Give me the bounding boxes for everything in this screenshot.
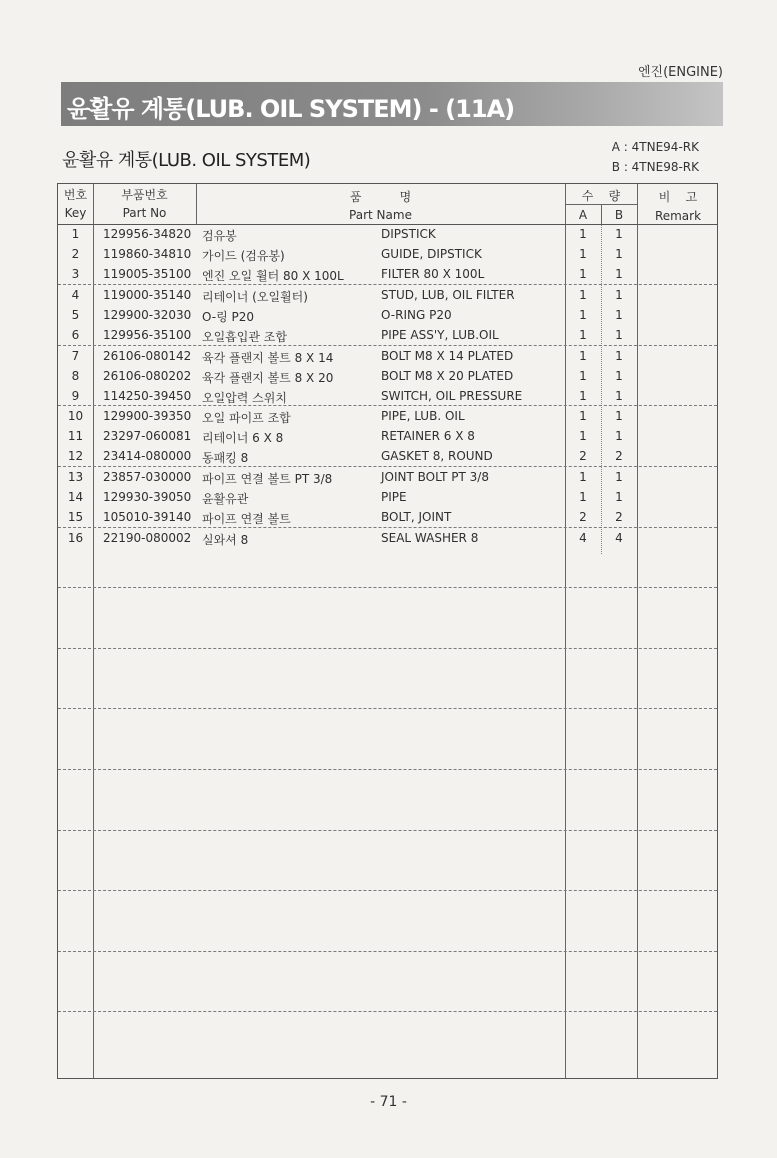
cell-part-no: 129956-34820 bbox=[103, 227, 192, 241]
header-partno-ko: 부품번호 bbox=[121, 188, 168, 202]
cell-name-en: GASKET 8, ROUND bbox=[381, 449, 493, 463]
cell-name-en: BOLT M8 X 20 PLATED bbox=[381, 369, 514, 383]
cell-key: 6 bbox=[71, 328, 80, 342]
cell-part-no: 119000-35140 bbox=[103, 288, 192, 302]
model-legend bbox=[612, 137, 699, 177]
row-separator bbox=[58, 708, 717, 709]
cell-qty-b: 1 bbox=[615, 227, 623, 241]
cell-name-ko: 육각 플랜지 볼트 8 X 20 bbox=[202, 371, 334, 385]
section-tag: 엔진(ENGINE) bbox=[637, 65, 723, 80]
table-row bbox=[58, 264, 717, 284]
table-row bbox=[58, 244, 717, 264]
cell-qty-a: 1 bbox=[579, 247, 587, 261]
cell-name-en: O-RING P20 bbox=[381, 308, 452, 322]
header-qty-b: B bbox=[614, 208, 624, 222]
cell-name-en: PIPE ASS'Y, LUB.OIL bbox=[381, 328, 499, 342]
cell-name-en: RETAINER 6 X 8 bbox=[381, 429, 475, 443]
cell-name-ko: 육각 플랜지 볼트 8 X 14 bbox=[202, 351, 334, 365]
cell-name-en: BOLT M8 X 14 PLATED bbox=[381, 349, 514, 363]
cell-qty-b: 1 bbox=[615, 288, 623, 302]
parts-table bbox=[57, 183, 718, 1079]
cell-key: 1 bbox=[71, 227, 80, 241]
cell-name-ko: 리테이너 6 X 8 bbox=[202, 431, 284, 445]
cell-part-no: 119005-35100 bbox=[103, 267, 192, 281]
cell-qty-a: 1 bbox=[579, 328, 587, 342]
cell-key: 16 bbox=[67, 531, 84, 545]
cell-part-no: 26106-080142 bbox=[103, 349, 192, 363]
cell-name-ko: 가이드 (검유봉) bbox=[202, 249, 285, 263]
row-separator bbox=[58, 830, 717, 831]
cell-key: 5 bbox=[71, 308, 80, 322]
cell-name-en: SWITCH, OIL PRESSURE bbox=[381, 389, 523, 403]
cell-name-ko: 오일흡입관 조합 bbox=[202, 330, 287, 344]
row-separator bbox=[58, 890, 717, 891]
cell-key: 13 bbox=[67, 470, 84, 484]
row-separator bbox=[58, 1011, 717, 1012]
table-row bbox=[58, 426, 717, 446]
cell-name-ko: 검유봉 bbox=[202, 229, 237, 243]
header-name-ko: 품 명 bbox=[349, 190, 412, 204]
table-row bbox=[58, 305, 717, 325]
cell-qty-a: 1 bbox=[579, 409, 587, 423]
cell-qty-a: 4 bbox=[579, 531, 587, 545]
cell-key: 7 bbox=[71, 349, 80, 363]
cell-name-ko: 윤활유관 bbox=[202, 492, 249, 506]
cell-qty-b: 1 bbox=[615, 369, 623, 383]
cell-name-en: SEAL WASHER 8 bbox=[381, 531, 479, 545]
cell-name-ko: 오일 파이프 조합 bbox=[202, 411, 291, 425]
title-band bbox=[61, 82, 723, 126]
cell-qty-b: 4 bbox=[615, 531, 623, 545]
cell-name-ko: 리테이너 (오일휠터) bbox=[202, 290, 308, 304]
cell-qty-a: 2 bbox=[579, 449, 587, 463]
cell-name-en: DIPSTICK bbox=[381, 227, 436, 241]
cell-part-no: 22190-080002 bbox=[103, 531, 192, 545]
cell-qty-a: 1 bbox=[579, 267, 587, 281]
cell-key: 2 bbox=[71, 247, 80, 261]
cell-part-no: 129900-32030 bbox=[103, 308, 192, 322]
row-separator bbox=[58, 648, 717, 649]
table-row bbox=[58, 507, 717, 527]
table-row bbox=[58, 446, 717, 466]
subtitle: 윤활유 계통(LUB. OIL SYSTEM) bbox=[62, 150, 311, 171]
cell-qty-a: 1 bbox=[579, 470, 587, 484]
cell-qty-b: 1 bbox=[615, 429, 623, 443]
table-row bbox=[58, 285, 717, 305]
header-key-ko: 번호 bbox=[63, 188, 88, 202]
cell-qty-b: 2 bbox=[615, 510, 623, 524]
cell-name-en: GUIDE, DIPSTICK bbox=[381, 247, 482, 261]
cell-qty-b: 1 bbox=[615, 409, 623, 423]
cell-name-ko: 동패킹 8 bbox=[202, 451, 249, 465]
cell-part-no: 119860-34810 bbox=[103, 247, 192, 261]
cell-qty-a: 1 bbox=[579, 389, 587, 403]
cell-name-en: PIPE, LUB. OIL bbox=[381, 409, 465, 423]
table-row bbox=[58, 528, 717, 548]
header-key-en: Key bbox=[64, 206, 87, 220]
header-remark-ko: 비 고 bbox=[658, 190, 698, 204]
row-separator bbox=[58, 769, 717, 770]
cell-name-ko: 파이프 연결 볼트 bbox=[202, 512, 291, 526]
header-qty-ko: 수 량 bbox=[581, 189, 621, 203]
cell-qty-b: 1 bbox=[615, 349, 623, 363]
cell-name-en: BOLT, JOINT bbox=[381, 510, 452, 524]
cell-part-no: 129956-35100 bbox=[103, 328, 192, 342]
header-qty-a: A bbox=[578, 208, 588, 222]
cell-key: 10 bbox=[67, 409, 84, 423]
page-number: - 71 - bbox=[370, 1094, 407, 1110]
header-remark-en: Remark bbox=[654, 209, 702, 223]
table-row bbox=[58, 467, 717, 487]
cell-key: 3 bbox=[71, 267, 80, 281]
cell-name-ko: 실와셔 8 bbox=[202, 533, 249, 547]
table-row bbox=[58, 366, 717, 386]
cell-key: 12 bbox=[67, 449, 84, 463]
cell-qty-a: 2 bbox=[579, 510, 587, 524]
cell-part-no: 23414-080000 bbox=[103, 449, 192, 463]
cell-qty-a: 1 bbox=[579, 429, 587, 443]
cell-part-no: 129900-39350 bbox=[103, 409, 192, 423]
cell-key: 11 bbox=[67, 429, 84, 443]
cell-part-no: 26106-080202 bbox=[103, 369, 192, 383]
cell-name-ko: O-링 P20 bbox=[202, 310, 255, 324]
cell-part-no: 23297-060081 bbox=[103, 429, 192, 443]
table-row bbox=[58, 346, 717, 366]
cell-qty-a: 1 bbox=[579, 288, 587, 302]
cell-name-ko: 엔진 오일 휠터 80 X 100L bbox=[202, 269, 344, 283]
cell-qty-b: 1 bbox=[615, 328, 623, 342]
cell-key: 9 bbox=[71, 389, 80, 403]
row-separator bbox=[58, 951, 717, 952]
header-name-en: Part Name bbox=[349, 208, 412, 222]
table-row bbox=[58, 224, 717, 244]
cell-part-no: 23857-030000 bbox=[103, 470, 192, 484]
cell-qty-b: 1 bbox=[615, 470, 623, 484]
cell-qty-b: 1 bbox=[615, 267, 623, 281]
model-b: B : 4TNE98-RK bbox=[611, 160, 699, 174]
table-row bbox=[58, 406, 717, 426]
header-partno-en: Part No bbox=[122, 206, 167, 220]
cell-name-ko: 오일압력 스위치 bbox=[202, 391, 287, 405]
cell-qty-b: 1 bbox=[615, 308, 623, 322]
cell-name-en: JOINT BOLT PT 3/8 bbox=[381, 470, 489, 484]
cell-part-no: 105010-39140 bbox=[103, 510, 192, 524]
cell-qty-a: 1 bbox=[579, 308, 587, 322]
cell-key: 8 bbox=[71, 369, 80, 383]
cell-qty-b: 2 bbox=[615, 449, 623, 463]
cell-qty-a: 1 bbox=[579, 227, 587, 241]
cell-qty-a: 1 bbox=[579, 349, 587, 363]
cell-qty-b: 1 bbox=[615, 247, 623, 261]
cell-name-en: PIPE bbox=[381, 490, 407, 504]
model-a: A : 4TNE94-RK bbox=[611, 140, 699, 154]
cell-qty-a: 1 bbox=[579, 369, 587, 383]
cell-name-en: STUD, LUB, OIL FILTER bbox=[381, 288, 515, 302]
table-row bbox=[58, 325, 717, 345]
cell-qty-b: 1 bbox=[615, 389, 623, 403]
cell-key: 15 bbox=[67, 510, 84, 524]
table-row bbox=[58, 386, 717, 406]
cell-name-en: FILTER 80 X 100L bbox=[381, 267, 485, 281]
cell-qty-b: 1 bbox=[615, 490, 623, 504]
cell-part-no: 129930-39050 bbox=[103, 490, 192, 504]
cell-qty-a: 1 bbox=[579, 490, 587, 504]
cell-name-ko: 파이프 연결 볼트 PT 3/8 bbox=[202, 472, 333, 486]
cell-key: 14 bbox=[67, 490, 84, 504]
cell-part-no: 114250-39450 bbox=[103, 389, 192, 403]
page-title: 윤활유 계통(LUB. OIL SYSTEM) - (11A) bbox=[67, 95, 515, 123]
row-separator bbox=[58, 587, 717, 588]
table-row bbox=[58, 487, 717, 507]
cell-key: 4 bbox=[71, 288, 80, 302]
